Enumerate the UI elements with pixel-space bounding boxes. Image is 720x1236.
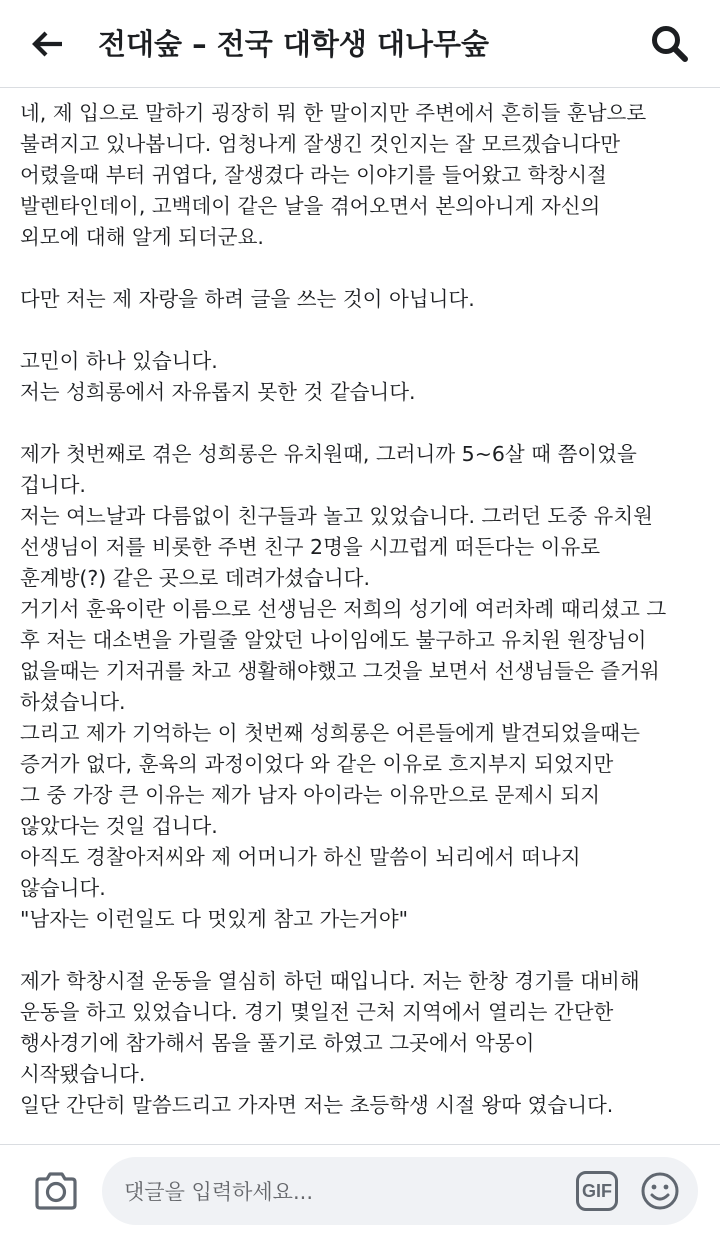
- post-line: 다만 저는 제 자랑을 하려 글을 쓰는 것이 아닙니다.: [20, 287, 475, 311]
- post-line: 선생님이 저를 비롯한 주변 친구 2명을 시끄럽게 떠든다는 이유로: [20, 535, 601, 559]
- post-line: 후 저는 대소변을 가릴줄 알았던 나이임에도 불구하고 유치원 원장님이: [20, 628, 647, 652]
- gif-button[interactable]: GIF: [576, 1171, 618, 1211]
- comment-bar: [0, 1144, 720, 1236]
- search-button[interactable]: [644, 20, 696, 68]
- emoji-button[interactable]: [638, 1169, 682, 1213]
- top-app-bar: [0, 0, 720, 88]
- post-line: 거기서 훈육이란 이름으로 선생님은 저희의 성기에 여러차례 때리셨고 그: [20, 597, 667, 621]
- back-button[interactable]: [24, 22, 72, 66]
- post-line: 증거가 없다, 훈육의 과정이었다 와 같은 이유로 흐지부지 되었지만: [20, 752, 614, 776]
- search-icon: [650, 24, 690, 64]
- post-body: [20, 98, 710, 1142]
- post-line: 저는 성희롱에서 자유롭지 못한 것 같습니다.: [20, 380, 416, 404]
- post-line: 제가 학창시절 운동을 열심히 하던 때입니다. 저는 한창 경기를 대비해: [20, 969, 640, 993]
- blank-line: [20, 253, 710, 284]
- post-line: 저는 여느날과 다름없이 친구들과 놀고 있었습니다. 그러던 도중 유치원: [20, 504, 653, 528]
- post-line: 네, 제 입으로 말하기 굉장히 뭐 한 말이지만 주변에서 흔히들 훈남으로: [20, 101, 647, 125]
- back-arrow-icon: [32, 30, 64, 58]
- camera-button[interactable]: [30, 1167, 82, 1215]
- post-line: 하셨습니다.: [20, 690, 126, 714]
- post-line: 제가 첫번째로 겪은 성희롱은 유치원때, 그러니까 5~6살 때 쯤이었을: [20, 442, 637, 466]
- post-line: 발렌타인데이, 고백데이 같은 날을 겪어오면서 본의아니게 자신의: [20, 194, 601, 218]
- post-line: 않았다는 것일 겁니다.: [20, 814, 218, 838]
- post-line: 않습니다.: [20, 876, 106, 900]
- post-line: 없을때는 기저귀를 차고 생활해야했고 그것을 보면서 선생님들은 즐거워: [20, 659, 660, 683]
- comment-box: [102, 1157, 698, 1225]
- post-line: 운동을 하고 있었습니다. 경기 몇일전 근처 지역에서 열리는 간단한: [20, 1000, 614, 1024]
- blank-line: [20, 408, 710, 439]
- post-line: 행사경기에 참가해서 몸을 풀기로 하였고 그곳에서 악몽이: [20, 1031, 535, 1055]
- blank-line: [20, 315, 710, 346]
- post-line: 그 중 가장 큰 이유는 제가 남자 아이라는 이유만으로 문제시 되지: [20, 783, 601, 807]
- post-line: 불려지고 있나봅니다. 엄청나게 잘생긴 것인지는 잘 모르겠습니다만: [20, 132, 621, 156]
- post-line: 일단 간단히 말씀드리고 가자면 저는 초등학생 시절 왕따 였습니다.: [20, 1093, 614, 1117]
- post-line: 시작됐습니다.: [20, 1062, 146, 1086]
- post-line: 겁니다.: [20, 473, 86, 497]
- post-line: 훈계방(?) 같은 곳으로 데려가셨습니다.: [20, 566, 370, 590]
- smiley-icon: [640, 1171, 680, 1211]
- post-line: 아직도 경찰아저씨와 제 어머니가 하신 말씀이 뇌리에서 떠나지: [20, 845, 581, 869]
- post-line: 그리고 제가 기억하는 이 첫번째 성희롱은 어른들에게 발견되었을때는: [20, 721, 640, 745]
- post-line: 고민이 하나 있습니다.: [20, 349, 218, 373]
- post-line: 외모에 대해 알게 되더군요.: [20, 225, 264, 249]
- post-line: 어렸을때 부터 귀엽다, 잘생겼다 라는 이야기를 들어왔고 학창시절: [20, 163, 607, 187]
- page-title: 전대숲 – 전국 대학생 대나무숲: [98, 27, 490, 61]
- camera-icon: [33, 1171, 79, 1211]
- blank-line: [20, 935, 710, 966]
- comment-input[interactable]: [122, 1157, 566, 1227]
- post-line: "남자는 이런일도 다 멋있게 참고 가는거야": [20, 907, 409, 931]
